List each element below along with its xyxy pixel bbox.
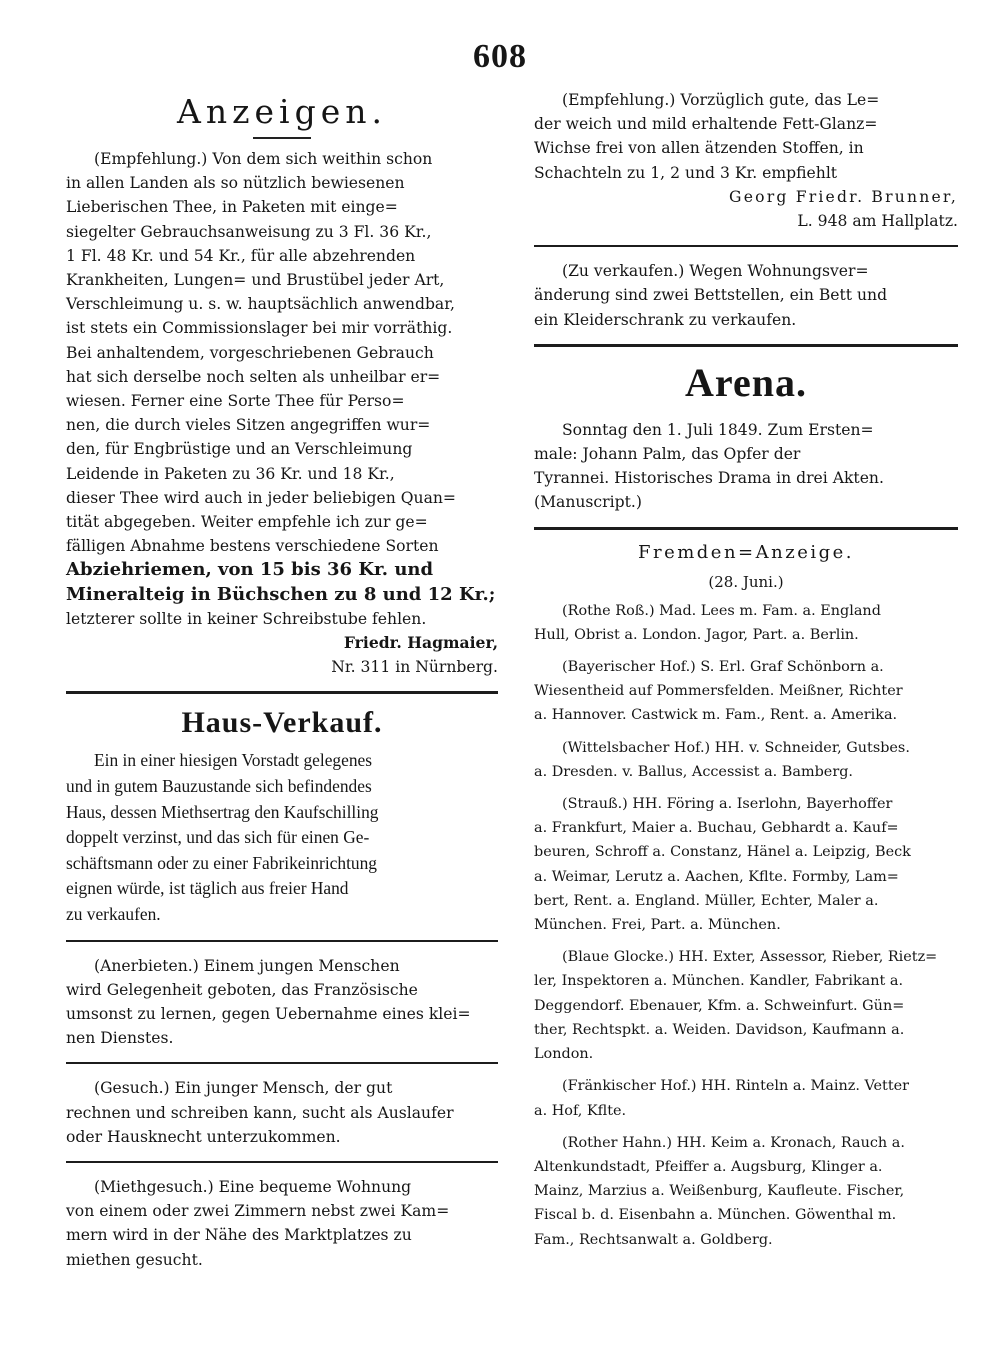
page-number: 608	[473, 38, 527, 75]
ad-line: Mineralteig in Büchschen zu 8 und 12 Kr.;	[66, 583, 496, 605]
ad-line: mern wird in der Nähe des Marktplatzes zu	[66, 1226, 412, 1245]
ad-line: miethen gesucht.	[66, 1250, 203, 1269]
left-column	[66, 88, 498, 1272]
entry-line: (Rothe Roß.) Mad. Lees m. Fam. a. England	[562, 602, 881, 619]
headline-fremden-anzeige: Fremden=Anzeige.	[637, 541, 855, 563]
ad-line: (Empfehlung.) Von dem sich weithin schon	[94, 150, 433, 168]
ad-line: Verschleimung u. s. w. hauptsächlich anwendbar,	[66, 295, 455, 314]
section-divider	[534, 344, 958, 347]
entry-line: a. Frankfurt, Maier a. Buchau, Gebhardt a. Kauf=	[534, 820, 899, 837]
ad-line: Wichse frei von allen ätzenden Stoffen, in	[534, 139, 864, 158]
entry-line: a. Weimar, Lerutz a. Aachen, Kflte. Formby, Lam=	[534, 868, 899, 885]
section-divider	[66, 940, 498, 942]
ad-line: (Anerbieten.) Einem jungen Menschen	[94, 956, 400, 975]
entry-line: Altenkundstadt, Pfeiffer a. Augsburg, Klinger a.	[534, 1158, 883, 1175]
list-item	[534, 655, 958, 728]
ad-line: und in gutem Bauzustande sich befindendes	[66, 776, 372, 797]
ad-line: siegelter Gebrauchsanweisung zu 3 Fl. 36 Kr.,	[66, 222, 432, 241]
list-item	[534, 736, 958, 784]
entry-line: (Fränkischer Hof.) HH. Rinteln a. Mainz. Vetter	[562, 1078, 910, 1095]
entry-line: London.	[534, 1046, 594, 1063]
ad-line: zu verkaufen.	[66, 904, 161, 925]
ad-rental-request	[66, 1175, 498, 1272]
ad-address: Nr. 311 in Nürnberg.	[331, 658, 498, 677]
ad-line: rechnen und schreiben kann, sucht als Auslaufer	[66, 1103, 454, 1122]
entry-line: ther, Rechtspkt. a. Weiden. Davidson, Kaufmann a.	[534, 1021, 905, 1038]
ad-line: (Zu verkaufen.) Wegen Wohnungsver=	[562, 262, 869, 281]
ad-line: tität abgegeben. Weiter empfehle ich zur ge=	[66, 513, 428, 532]
ad-line: (Empfehlung.) Vorzüglich gute, das Le=	[562, 91, 880, 109]
ad-line: fälligen Abnahme bestens verschiedene Sorten	[66, 537, 439, 556]
entry-line: (Bayerischer Hof.) S. Erl. Graf Schönborn a.	[562, 659, 884, 676]
ad-address: L. 948 am Hallplatz.	[797, 212, 958, 231]
ad-line: Krankheiten, Lungen= und Brustübel jeder Art,	[66, 271, 445, 290]
ad-line: wird Gelegenheit geboten, das Französische	[66, 980, 418, 999]
entry-line: beuren, Schroff a. Constanz, Hänel a. Leipzig, Beck	[534, 844, 911, 861]
ad-line: (Manuscript.)	[534, 493, 642, 512]
ad-polish-recommendation	[534, 88, 958, 233]
ad-job-request	[66, 1076, 498, 1149]
section-divider	[66, 1161, 498, 1163]
entry-line: ler, Inspektoren a. München. Kandler, Fabrikant a.	[534, 973, 904, 990]
ad-line: Tyrannei. Historisches Drama in drei Akten.	[534, 469, 884, 488]
ad-line: eignen würde, ist täglich aus freier Hand	[66, 878, 349, 899]
entry-line: (Wittelsbacher Hof.) HH. v. Schneider, Gutsbes.	[562, 739, 910, 756]
ad-signature: Georg Friedr. Brunner,	[729, 187, 958, 206]
list-item	[534, 1131, 958, 1252]
ad-line: Schachteln zu 1, 2 und 3 Kr. empfiehlt	[534, 163, 838, 182]
entry-line: bert, Rent. a. England. Müller, Echter, Maler a.	[534, 892, 879, 909]
fremden-date: (28. Juni.)	[708, 572, 784, 591]
ad-line: doppelt verzinst, und das sich für einen Ge-	[66, 827, 370, 848]
ad-line: Haus, dessen Miethsertrag den Kaufschilling	[66, 801, 379, 822]
ad-furniture-sale	[534, 259, 958, 332]
ad-line: male: Johann Palm, das Opfer der	[534, 445, 801, 464]
entry-line: a. Hannover. Castwick m. Fam., Rent. a. Amerika.	[534, 707, 898, 724]
section-divider	[66, 1062, 498, 1064]
entry-line: Deggendorf. Ebenauer, Kfm. a. Schweinfurt. Gün=	[534, 997, 905, 1014]
ad-line: 1 Fl. 48 Kr. und 54 Kr., für alle abzehrenden	[66, 246, 416, 265]
list-item	[534, 599, 958, 647]
entry-line: Wiesentheid auf Pommersfelden. Meißner, Richter	[534, 683, 903, 700]
ad-line: (Miethgesuch.) Eine bequeme Wohnung	[94, 1178, 412, 1197]
entry-line: München. Frei, Part. a. München.	[534, 917, 781, 934]
entry-line: Fam., Rechtsanwalt a. Goldberg.	[534, 1231, 773, 1248]
ad-house-sale	[66, 748, 498, 927]
ad-line: nen, die durch vieles Sitzen angegriffen wur=	[66, 416, 431, 435]
entry-line: (Rother Hahn.) HH. Keim a. Kronach, Rauch a.	[562, 1134, 905, 1151]
ad-tea-recommendation	[66, 147, 498, 679]
section-divider	[534, 527, 958, 530]
ad-offer-french	[66, 954, 498, 1051]
entry-line: a. Hof, Kflte.	[534, 1102, 627, 1119]
ad-line: der weich und mild erhaltende Fett-Glanz=	[534, 115, 878, 134]
ad-line: (Gesuch.) Ein junger Mensch, der gut	[94, 1079, 393, 1098]
ad-line: wiesen. Ferner eine Sorte Thee für Perso=	[66, 392, 405, 411]
entry-line: (Strauß.) HH. Föring a. Iserlohn, Bayerhoffer	[562, 796, 893, 813]
ad-line: änderung sind zwei Bettstellen, ein Bett und	[534, 286, 888, 305]
ad-line: oder Hausknecht unterzukommen.	[66, 1127, 341, 1146]
ad-line: Lieberischen Thee, in Paketen mit einge=	[66, 198, 398, 217]
ad-line: den, für Engbrüstige und an Verschleimung	[66, 440, 413, 459]
section-divider	[66, 691, 498, 694]
section-divider	[534, 245, 958, 247]
ad-line: ist stets ein Commissionslager bei mir vorräthig.	[66, 319, 453, 338]
right-column	[534, 88, 958, 1260]
ad-line: Sonntag den 1. Juli 1849. Zum Ersten=	[562, 420, 874, 439]
entry-line: (Blaue Glocke.) HH. Exter, Assessor, Rieber, Rietz=	[562, 949, 938, 966]
list-item	[534, 1074, 958, 1122]
ad-line: letzterer sollte in keiner Schreibstube fehlen.	[66, 609, 427, 628]
ad-line: dieser Thee wird auch in jeder beliebigen Quan=	[66, 488, 456, 507]
ad-line: in allen Landen als so nützlich bewiesenen	[66, 174, 405, 193]
section-title-anzeigen: Anzeigen.	[177, 92, 387, 131]
title-underline	[253, 137, 311, 139]
entry-line: Hull, Obrist a. London. Jagor, Part. a. Berlin.	[534, 626, 859, 643]
ad-line: Ein in einer hiesigen Vorstadt gelegenes	[94, 750, 373, 771]
headline-arena: Arena.	[685, 359, 807, 405]
ad-line: schäftsmann oder zu einer Fabrikeinrichtung	[66, 852, 377, 873]
ad-line: von einem oder zwei Zimmern nebst zwei Kam=	[66, 1202, 450, 1221]
ad-line: hat sich derselbe noch selten als unheilbar er=	[66, 367, 441, 386]
ad-line: ein Kleiderschrank zu verkaufen.	[534, 310, 797, 329]
entry-line: a. Dresden. v. Ballus, Accessist a. Bamberg.	[534, 763, 853, 780]
list-item	[534, 792, 958, 937]
list-item	[534, 945, 958, 1066]
headline-haus-verkauf: Haus-Verkauf.	[181, 706, 383, 740]
ad-signature: Friedr. Hagmaier,	[343, 633, 498, 653]
ad-line: Bei anhaltendem, vorgeschriebenen Gebrauch	[66, 343, 434, 362]
ad-line: Leidende in Paketen zu 36 Kr. und 18 Kr.,	[66, 464, 395, 483]
entry-line: Fiscal b. d. Eisenbahn a. München. Göwenthal m.	[534, 1207, 897, 1224]
ad-line: umsonst zu lernen, gegen Uebernahme eines klei=	[66, 1005, 471, 1024]
ad-line: Abziehriemen, von 15 bis 36 Kr. und	[66, 559, 434, 581]
arena-announcement	[534, 418, 958, 515]
entry-line: Mainz, Marzius a. Weißenburg, Kaufleute. Fischer,	[534, 1183, 905, 1200]
ad-line: nen Dienstes.	[66, 1029, 174, 1048]
